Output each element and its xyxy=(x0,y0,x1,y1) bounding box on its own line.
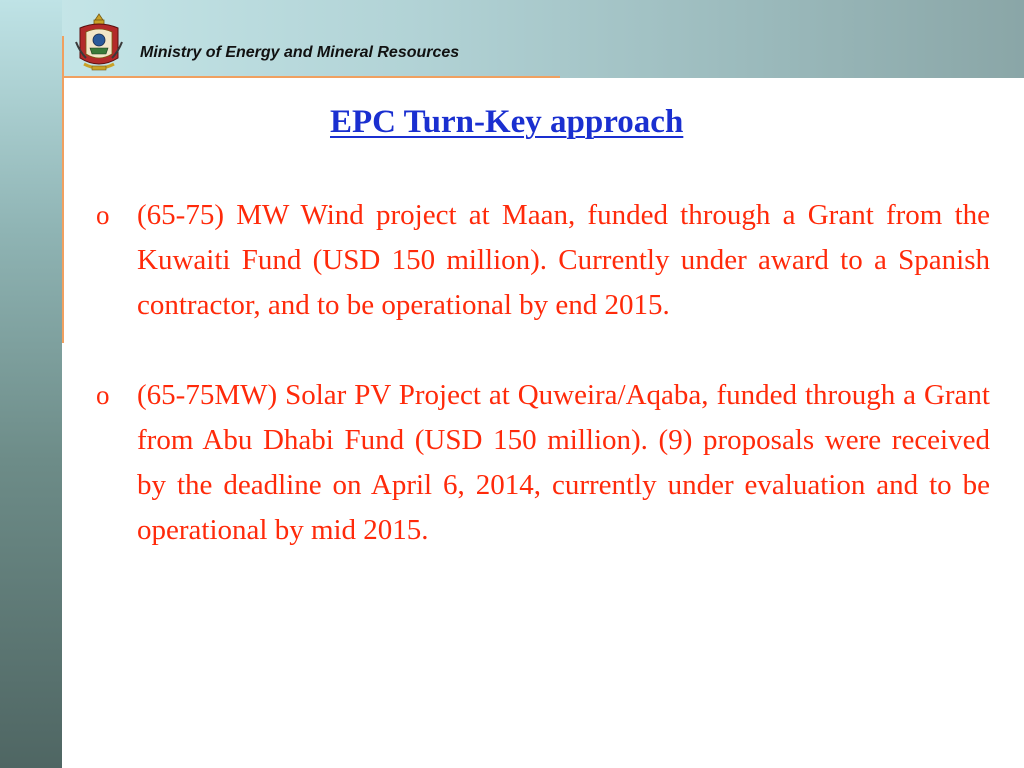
ministry-name: Ministry of Energy and Mineral Resources xyxy=(140,44,460,61)
bullet-item-solar-project xyxy=(96,373,990,553)
header-background-band xyxy=(0,0,1024,78)
bullet-marker: o xyxy=(96,380,110,410)
bullet-text: (65-75) MW Wind project at Maan, funded through a Grant from the Kuwaiti Fund (USD 150 million). Currently under award to a Spanish contractor, and to be operational by end 2015. xyxy=(137,199,990,321)
left-decorative-bar xyxy=(0,0,62,768)
bullet-marker: o xyxy=(96,200,110,230)
bullet-text: (65-75MW) Solar PV Project at Quweira/Aqaba, funded through a Grant from Abu Dhabi Fund (USD 150 million). (9) proposals were received by the deadline on April 6, 2014, currently under evaluation and to be operational by mid 2015. xyxy=(137,379,990,546)
vertical-accent-line xyxy=(62,36,64,343)
header-divider-line xyxy=(62,76,560,78)
slide-title: EPC Turn-Key approach xyxy=(330,104,684,140)
jordan-coat-of-arms-icon xyxy=(74,12,124,76)
bullet-item-wind-project xyxy=(96,193,990,328)
bullet-list xyxy=(96,193,990,598)
